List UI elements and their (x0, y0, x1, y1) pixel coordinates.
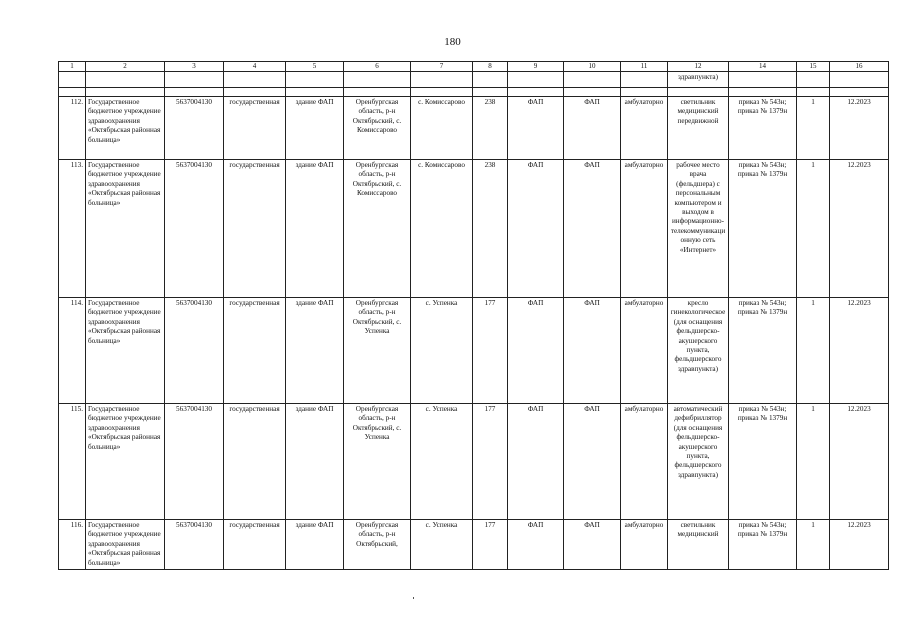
table-row (59, 160, 889, 298)
settlement-cell: с. Комиссарово (411, 97, 473, 160)
building-cell: здание ФАП (286, 160, 344, 298)
row-number: 114. (59, 298, 86, 404)
column-number: 9 (508, 62, 564, 72)
care-mode-cell: амбулаторно (621, 160, 668, 298)
care-mode-cell: амбулаторно (621, 298, 668, 404)
address-cell: Оренбургская область, р-н Октябрьский, (344, 520, 411, 570)
date-cell: 12.2023 (830, 404, 889, 520)
column-number: 4 (224, 62, 286, 72)
table-row (59, 520, 889, 570)
column-number: 2 (86, 62, 165, 72)
address-cell: Оренбургская область, р-н Октябрьский, с. Комиссарово (344, 160, 411, 298)
order-cell: приказ № 543н; приказ № 1379н (729, 298, 797, 404)
type-cell: ФАП (508, 404, 564, 520)
ownership-cell: государственная (224, 160, 286, 298)
equipment-cell: светильник медицинский (668, 520, 729, 570)
address-cell: Оренбургская область, р-н Октябрьский, с. Комиссарово (344, 97, 411, 160)
building-cell: здание ФАП (286, 97, 344, 160)
care-mode-cell: амбулаторно (621, 520, 668, 570)
column-number: 3 (165, 62, 224, 72)
row-number: 113. (59, 160, 86, 298)
equipment-table (58, 61, 889, 570)
type-cell: ФАП (564, 97, 621, 160)
settlement-cell: с. Успенка (411, 520, 473, 570)
address-cell: Оренбургская область, р-н Октябрьский, с. Успенка (344, 404, 411, 520)
value-cell: 177 (473, 404, 508, 520)
equipment-cell: автоматический дефибриллятор (для оснащения фельдшерско-акушерского пункта, фельдшерского здравпункта) (668, 404, 729, 520)
organization-cell: Государственное бюджетное учреждение здравоохранения «Октябрьская районная больница» (86, 97, 165, 160)
organization-cell: Государственное бюджетное учреждение здравоохранения «Октябрьская районная больница» (86, 404, 165, 520)
row-gap (59, 88, 889, 97)
equipment-cell: рабочее место врача (фельдшера) с персональным компьютером и выходом в информационно-телекоммуникационную сеть «Интернет» (668, 160, 729, 298)
settlement-cell: с. Успенка (411, 404, 473, 520)
page-number: 180 (444, 36, 461, 48)
date-cell: 12.2023 (830, 160, 889, 298)
quantity-cell: 1 (797, 520, 830, 570)
table-row (59, 97, 889, 160)
column-number-row (59, 62, 889, 72)
row-number: 116. (59, 520, 86, 570)
scan-mark (413, 597, 414, 599)
care-mode-cell: амбулаторно (621, 97, 668, 160)
value-cell: 177 (473, 520, 508, 570)
date-cell: 12.2023 (830, 520, 889, 570)
continuation-text: здравпункта) (668, 72, 729, 88)
column-number: 1 (59, 62, 86, 72)
address-cell: Оренбургская область, р-н Октябрьский, с. Успенка (344, 298, 411, 404)
date-cell: 12.2023 (830, 298, 889, 404)
type-cell: ФАП (508, 520, 564, 570)
type-cell: ФАП (508, 160, 564, 298)
ownership-cell: государственная (224, 520, 286, 570)
column-number: 14 (729, 62, 797, 72)
column-number: 5 (286, 62, 344, 72)
row-number: 115. (59, 404, 86, 520)
table-row (59, 298, 889, 404)
building-cell: здание ФАП (286, 520, 344, 570)
value-cell: 238 (473, 160, 508, 298)
quantity-cell: 1 (797, 404, 830, 520)
column-number: 8 (473, 62, 508, 72)
order-cell: приказ № 543н; приказ № 1379н (729, 520, 797, 570)
date-cell: 12.2023 (830, 97, 889, 160)
inn-cell: 5637004130 (165, 520, 224, 570)
type-cell: ФАП (564, 520, 621, 570)
column-number: 15 (797, 62, 830, 72)
care-mode-cell: амбулаторно (621, 404, 668, 520)
table-row (59, 404, 889, 520)
type-cell: ФАП (564, 160, 621, 298)
value-cell: 238 (473, 97, 508, 160)
order-cell: приказ № 543н; приказ № 1379н (729, 97, 797, 160)
organization-cell: Государственное бюджетное учреждение здравоохранения «Октябрьская районная больница» (86, 520, 165, 570)
type-cell: ФАП (508, 97, 564, 160)
column-number: 12 (668, 62, 729, 72)
ownership-cell: государственная (224, 97, 286, 160)
inn-cell: 5637004130 (165, 160, 224, 298)
column-number: 16 (830, 62, 889, 72)
building-cell: здание ФАП (286, 404, 344, 520)
ownership-cell: государственная (224, 404, 286, 520)
order-cell: приказ № 543н; приказ № 1379н (729, 404, 797, 520)
quantity-cell: 1 (797, 160, 830, 298)
type-cell: ФАП (564, 404, 621, 520)
column-number: 11 (621, 62, 668, 72)
equipment-cell: светильник медицинский передвижной (668, 97, 729, 160)
type-cell: ФАП (564, 298, 621, 404)
inn-cell: 5637004130 (165, 298, 224, 404)
settlement-cell: с. Комиссарово (411, 160, 473, 298)
column-number: 6 (344, 62, 411, 72)
equipment-cell: кресло гинекологическое (для оснащения фельдшерско-акушерского пункта, фельдшерского здравпункта) (668, 298, 729, 404)
ownership-cell: государственная (224, 298, 286, 404)
continuation-row (59, 72, 889, 88)
inn-cell: 5637004130 (165, 404, 224, 520)
building-cell: здание ФАП (286, 298, 344, 404)
value-cell: 177 (473, 298, 508, 404)
row-number: 112. (59, 97, 86, 160)
column-number: 10 (564, 62, 621, 72)
settlement-cell: с. Успенка (411, 298, 473, 404)
organization-cell: Государственное бюджетное учреждение здравоохранения «Октябрьская районная больница» (86, 160, 165, 298)
column-number: 7 (411, 62, 473, 72)
organization-cell: Государственное бюджетное учреждение здравоохранения «Октябрьская районная больница» (86, 298, 165, 404)
quantity-cell: 1 (797, 298, 830, 404)
quantity-cell: 1 (797, 97, 830, 160)
inn-cell: 5637004130 (165, 97, 224, 160)
order-cell: приказ № 543н; приказ № 1379н (729, 160, 797, 298)
type-cell: ФАП (508, 298, 564, 404)
